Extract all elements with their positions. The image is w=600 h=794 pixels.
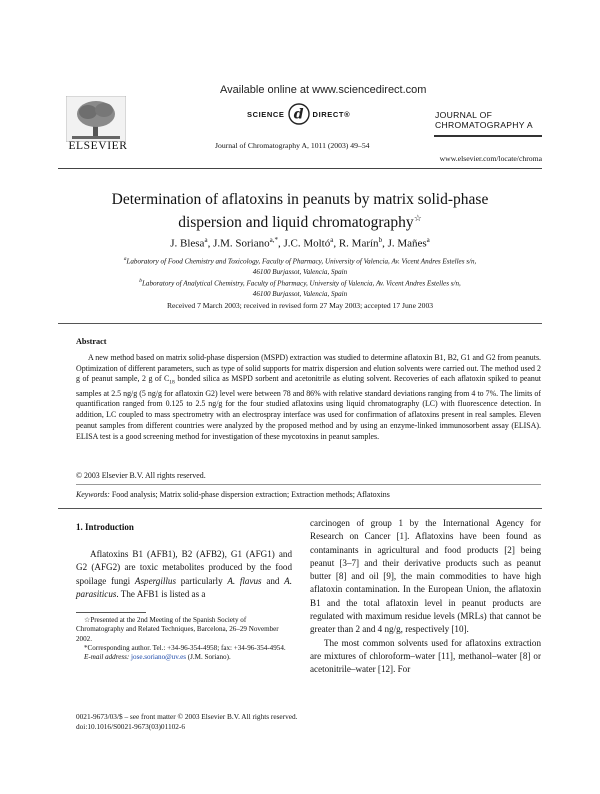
- footer-doi[interactable]: doi:10.1016/S0021-9673(03)01102-6: [76, 722, 185, 731]
- section-heading: 1. Introduction: [76, 522, 134, 532]
- available-online[interactable]: Available online at www.sciencedirect.com: [220, 84, 427, 96]
- received-dates: Received 7 March 2003; received in revised form 27 May 2003; accepted 17 June 2003: [166, 301, 434, 310]
- footnote: *Corresponding author. Tel.: +34-96-354-4958; fax: +34-96-354-4954.: [84, 643, 286, 652]
- author-affil-mark: a,*: [269, 236, 278, 244]
- publisher-name: ELSEVIER: [68, 140, 128, 152]
- journal-name-line2: CHROMATOGRAPHY A: [435, 120, 533, 130]
- title-line2: dispersion and liquid chromatography: [178, 214, 414, 232]
- sciencedirect-logo: [247, 101, 350, 127]
- journal-citation: Journal of Chromatography A, 1011 (2003) 49–54: [215, 141, 370, 150]
- email-label: E-mail address:: [84, 653, 130, 662]
- affil-line: 46100 Burjassot, Valencia, Spain: [252, 267, 348, 276]
- abstract-text: bonded silica as MSPD sorbent and acetonitrile as eluting solvent. Recoveries of each aflatoxin spiked to peanut samples at 2.5 ng/g (5 ng/g for aflatoxin G2) level were between 78 and 86% with relative standard deviations ranging from 4 to 7%. The limits of quantification ranged from 0.125 to 2.5 ng/g for the four studied aflatoxins using liquid chromatography (LC) with fluorescence detection. In addition, LC coupled to mass spectrometry with an electrospray interface was used for confirmation of aflatoxins present in real samples. Eleven peanut samples from different countries were analyzed by the proposed method and by using an enzyme-linked immunosorbent assay (ELISA). ELISA test is a good screening method for investigation of these mycotoxins in peanut samples.: [76, 374, 541, 441]
- author: J.C. Moltó: [283, 237, 331, 250]
- sd-word-direct: DIRECT®: [312, 109, 351, 119]
- right-column: [310, 517, 541, 677]
- author: J. Blesa: [170, 237, 205, 250]
- title-line1: Determination of aflatoxins in peanuts by matrix solid-phase: [111, 191, 489, 208]
- abstract-text: A new method based on matrix solid-phase dispersion (MSPD) extraction was studied to determine aflatoxin B1, B2, G1 and G2 from peanuts. Optimization of different parameters, such as type of solid supports for matrix dispersion and elution solvents were carried out. The method used 2 g of peanut sample, 2 g of C: [76, 353, 541, 384]
- footnotes: [76, 616, 292, 662]
- journal-url[interactable]: www.elsevier.com/locate/chroma: [439, 154, 542, 163]
- affil-line: Laboratory of Food Chemistry and Toxicology, Faculty of Pharmacy, University of Valencia, Av. Vicent Andres Estelles s/n,: [126, 257, 477, 266]
- abstract-body: [76, 353, 541, 442]
- abstract-copyright: © 2003 Elsevier B.V. All rights reserved.: [76, 471, 206, 480]
- journal-divider: [434, 135, 542, 137]
- abstract-top-rule: [58, 323, 542, 324]
- affil-line: 46100 Burjassot, Valencia, Spain: [252, 289, 348, 298]
- email-link[interactable]: jose.soriano@uv.es: [131, 653, 186, 662]
- author-affil-mark: a: [204, 236, 208, 244]
- author-affil-mark: a: [426, 236, 430, 244]
- affiliation-b: [58, 276, 542, 299]
- body-paragraph: carcinogen of group 1 by the International Agency for Research on Cancer [1]. Aflatoxins have been found as contaminants in agricultural and food products [2] being peanut [3–7] and their derivative products such as peanut butter [8] and oil [9], the main commodities to have high aflatoxin contamination. In the European Union, the aflatoxin B1 and the total aflatoxin level in peanut products are regulated with maximum residue levels (MRLs) that cannot be greater than 2 and 4 ng/g, respectively [10].: [310, 518, 541, 635]
- left-column: [76, 548, 292, 601]
- sciencedirect-at-icon: [288, 103, 310, 125]
- abstract-bottom-rule: [58, 508, 542, 509]
- footnote: ☆Presented at the 2nd Meeting of the Spanish Society of Chromatography and Related Techniques, Barcelona, 26–29 November 2002.: [76, 616, 279, 643]
- intro-paragraph: Aflatoxins B1 (AFB1), B2 (AFB2), G1 (AFG1) and G2 (AFG2) are toxic metabolites produced by the food spoilage fungi Aspergillus particularly A. flavus and A. parasiticus. The AFB1 is listed as a: [76, 549, 292, 599]
- title-footnote-mark[interactable]: ☆: [413, 213, 422, 223]
- keywords-label: Keywords:: [76, 490, 110, 499]
- affil-line: Laboratory of Analytical Chemistry, Faculty of Pharmacy, University of Valencia, Av. Vicent Andres Estelles s/n,: [141, 279, 461, 288]
- keywords-rule: [76, 484, 541, 485]
- footnote: [76, 653, 292, 662]
- svg-text:d: d: [293, 106, 304, 123]
- affiliation-a: [58, 254, 542, 277]
- abstract-heading: Abstract: [76, 337, 107, 346]
- author-affil-mark: a: [330, 236, 334, 244]
- journal-name: [435, 110, 533, 130]
- footnote-rule: [76, 612, 146, 613]
- header-rule: [58, 168, 542, 169]
- article-title: [58, 190, 542, 232]
- author: J.M. Soriano: [213, 237, 270, 250]
- page-footer: [76, 712, 297, 732]
- footer-issn: 0021-9673/03/$ – see front matter © 2003 Elsevier B.V. All rights reserved.: [76, 712, 298, 721]
- elsevier-tree-logo: [66, 96, 126, 142]
- subscript: 18: [169, 379, 175, 386]
- footnote-text: (J.M. Soriano).: [185, 653, 231, 662]
- author: J. Mañes: [387, 237, 427, 250]
- author-affil-mark: b: [378, 236, 383, 244]
- body-paragraph: The most common solvents used for aflatoxins extraction are mixtures of chloroform–water [11], methanol–water [8] or acetonitrile–water [12]. For: [310, 637, 541, 675]
- keywords: [76, 490, 390, 499]
- affil-mark: b: [139, 278, 142, 284]
- author-list: J. Blesa$^a$, J.M. Soriano$^{a,*}$, J.C. Moltó$^a$, R. Marín$^b$, J. Mañes$^a$: [170, 236, 430, 250]
- author: R. Marín: [338, 237, 379, 250]
- keywords-list: Food analysis; Matrix solid-phase dispersion extraction; Extraction methods; Aflatoxins: [111, 490, 390, 499]
- journal-name-line1: JOURNAL OF: [435, 110, 493, 120]
- affil-mark: a: [123, 256, 127, 262]
- sd-word-science: SCIENCE: [247, 109, 285, 119]
